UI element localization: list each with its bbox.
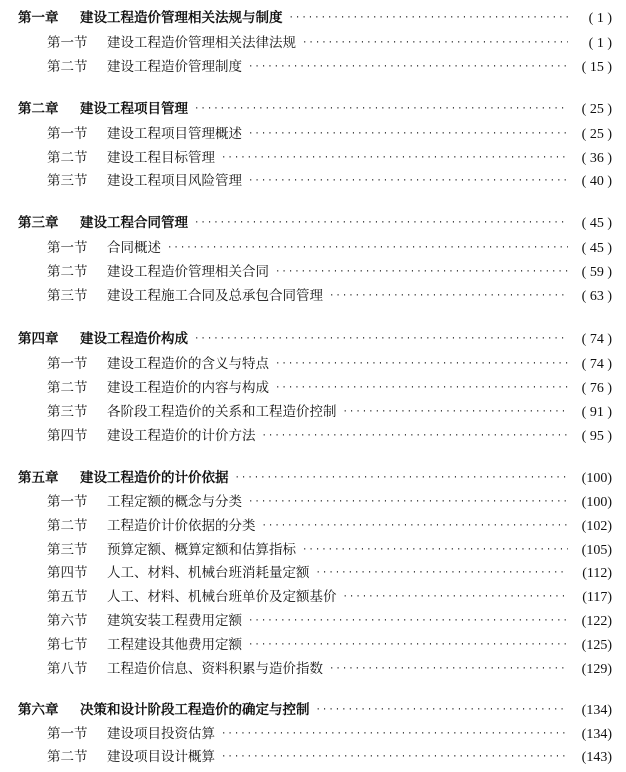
section-title: 建设工程目标管理 [107,150,215,166]
dot-leader [194,212,568,234]
page-number: ( 76 ) [581,381,612,396]
dot-leader [302,539,568,561]
section-title: 建设工程造价的含义与特点 [107,356,269,372]
section-label: 第一节 [47,356,88,372]
dot-leader [289,7,569,29]
page-number: (129) [581,662,612,677]
section-title: 建设工程项目风险管理 [107,173,242,189]
toc-section[interactable] [47,377,612,399]
dot-leader [221,746,568,768]
toc-section[interactable] [47,425,612,447]
chapter-label: 第四章 [18,331,59,347]
dot-leader [343,586,569,608]
page-number: ( 1 ) [588,11,612,26]
page-number: (134) [581,703,612,718]
section-label: 第三节 [47,404,88,420]
dot-leader [302,32,568,54]
page-number: ( 25 ) [581,102,612,117]
section-title: 人工、材料、机械台班消耗量定额 [107,565,310,581]
dot-leader [262,425,569,447]
dot-leader [248,491,568,513]
page-number: ( 1 ) [588,36,612,51]
section-label: 第三节 [47,173,88,189]
toc-section[interactable] [47,170,612,192]
toc-chapter-1[interactable] [18,7,612,29]
section-title: 工程造价计价依据的分类 [107,518,256,534]
page-number: ( 95 ) [581,429,612,444]
page-number: ( 74 ) [581,332,612,347]
dot-leader [275,261,568,283]
section-label: 第三节 [47,542,88,558]
toc-section[interactable] [47,123,612,145]
dot-leader [194,98,568,120]
section-title: 建筑安装工程费用定额 [107,613,242,629]
section-label: 第一节 [47,494,88,510]
chapter-title: 建设工程合同管理 [80,215,188,231]
section-label: 第四节 [47,565,88,581]
dot-leader [194,328,568,350]
dot-leader [316,699,569,721]
section-label: 第一节 [47,126,88,142]
toc-section[interactable] [47,515,612,537]
page-number: ( 74 ) [581,357,612,372]
toc-section[interactable] [47,586,612,608]
toc-section[interactable] [47,746,612,768]
dot-leader [221,723,568,745]
toc-chapter-6[interactable] [18,699,612,721]
page-number: (102) [581,519,612,534]
dot-leader [248,123,568,145]
page-number: ( 91 ) [581,405,612,420]
toc-section[interactable] [47,634,612,656]
section-label: 第六节 [47,613,88,629]
toc-section[interactable] [47,723,612,745]
section-title: 建设工程项目管理概述 [107,126,242,142]
section-label: 第二节 [47,264,88,280]
section-title: 工程建设其他费用定额 [107,637,242,653]
dot-leader [248,170,568,192]
page-number: ( 59 ) [581,265,612,280]
page-number: ( 25 ) [581,127,612,142]
toc-chapter-5[interactable] [18,467,612,489]
section-label: 第一节 [47,240,88,256]
toc-chapter-3[interactable] [18,212,612,234]
dot-leader [275,377,568,399]
section-label: 第七节 [47,637,88,653]
page-number: ( 36 ) [581,151,612,166]
toc-chapter-2[interactable] [18,98,612,120]
toc-section[interactable] [47,539,612,561]
page-number: (112) [582,566,612,581]
toc-section[interactable] [47,32,612,54]
section-title: 建设工程造价管理相关法律法规 [107,35,296,51]
chapter-label: 第五章 [18,470,59,486]
dot-leader [329,658,568,680]
toc-section[interactable] [47,562,612,584]
toc-section[interactable] [47,658,612,680]
dot-leader [235,467,569,489]
section-label: 第二节 [47,380,88,396]
toc-section[interactable] [47,261,612,283]
dot-leader [248,610,568,632]
chapter-title: 建设工程项目管理 [80,101,188,117]
page-number: (143) [581,750,612,765]
page-number: (134) [581,727,612,742]
section-title: 建设工程造价管理制度 [107,59,242,75]
dot-leader [343,401,569,423]
dot-leader [316,562,569,584]
chapter-label: 第六章 [18,702,59,718]
chapter-title: 建设工程造价管理相关法规与制度 [80,10,283,26]
dot-leader [221,147,568,169]
page-number: (105) [581,543,612,558]
section-label: 第五节 [47,589,88,605]
toc-section[interactable] [47,491,612,513]
dot-leader [275,353,568,375]
toc-chapter-4[interactable] [18,328,612,350]
chapter-label: 第一章 [18,10,59,26]
page-number: ( 45 ) [581,216,612,231]
toc-section[interactable] [47,56,612,78]
section-title: 建设项目设计概算 [107,749,215,765]
page-number: (125) [581,638,612,653]
toc-section[interactable] [47,610,612,632]
page-number: (122) [581,614,612,629]
toc-section[interactable] [47,353,612,375]
section-label: 第四节 [47,428,88,444]
page-number: ( 63 ) [581,289,612,304]
toc-section[interactable] [47,401,612,423]
section-title: 建设工程施工合同及总承包合同管理 [107,288,323,304]
section-title: 合同概述 [107,240,161,256]
chapter-label: 第二章 [18,101,59,117]
section-label: 第一节 [47,35,88,51]
section-label: 第二节 [47,59,88,75]
chapter-label: 第三章 [18,215,59,231]
toc-section[interactable] [47,237,612,259]
chapter-title: 建设工程造价构成 [80,331,188,347]
section-label: 第二节 [47,749,88,765]
dot-leader [167,237,568,259]
dot-leader [248,634,568,656]
chapter-title: 建设工程造价的计价依据 [80,470,229,486]
section-label: 第一节 [47,726,88,742]
section-title: 建设项目投资估算 [107,726,215,742]
page-number: (100) [581,471,612,486]
section-title: 工程造价信息、资料积累与造价指数 [107,661,323,677]
toc-section[interactable] [47,285,612,307]
section-title: 建设工程造价的计价方法 [107,428,256,444]
page-number: (100) [581,495,612,510]
dot-leader [248,56,568,78]
section-title: 建设工程造价的内容与构成 [107,380,269,396]
section-title: 预算定额、概算定额和估算指标 [107,542,296,558]
chapter-title: 决策和设计阶段工程造价的确定与控制 [80,702,310,718]
toc-section[interactable] [47,147,612,169]
section-title: 人工、材料、机械台班单价及定额基价 [107,589,337,605]
dot-leader [262,515,569,537]
page-number: ( 40 ) [581,174,612,189]
page-number: (117) [582,590,612,605]
section-label: 第八节 [47,661,88,677]
section-label: 第二节 [47,150,88,166]
section-title: 建设工程造价管理相关合同 [107,264,269,280]
section-title: 工程定额的概念与分类 [107,494,242,510]
page-number: ( 45 ) [581,241,612,256]
section-title: 各阶段工程造价的关系和工程造价控制 [107,404,337,420]
section-label: 第三节 [47,288,88,304]
page-number: ( 15 ) [581,60,612,75]
dot-leader [329,285,568,307]
section-label: 第二节 [47,518,88,534]
